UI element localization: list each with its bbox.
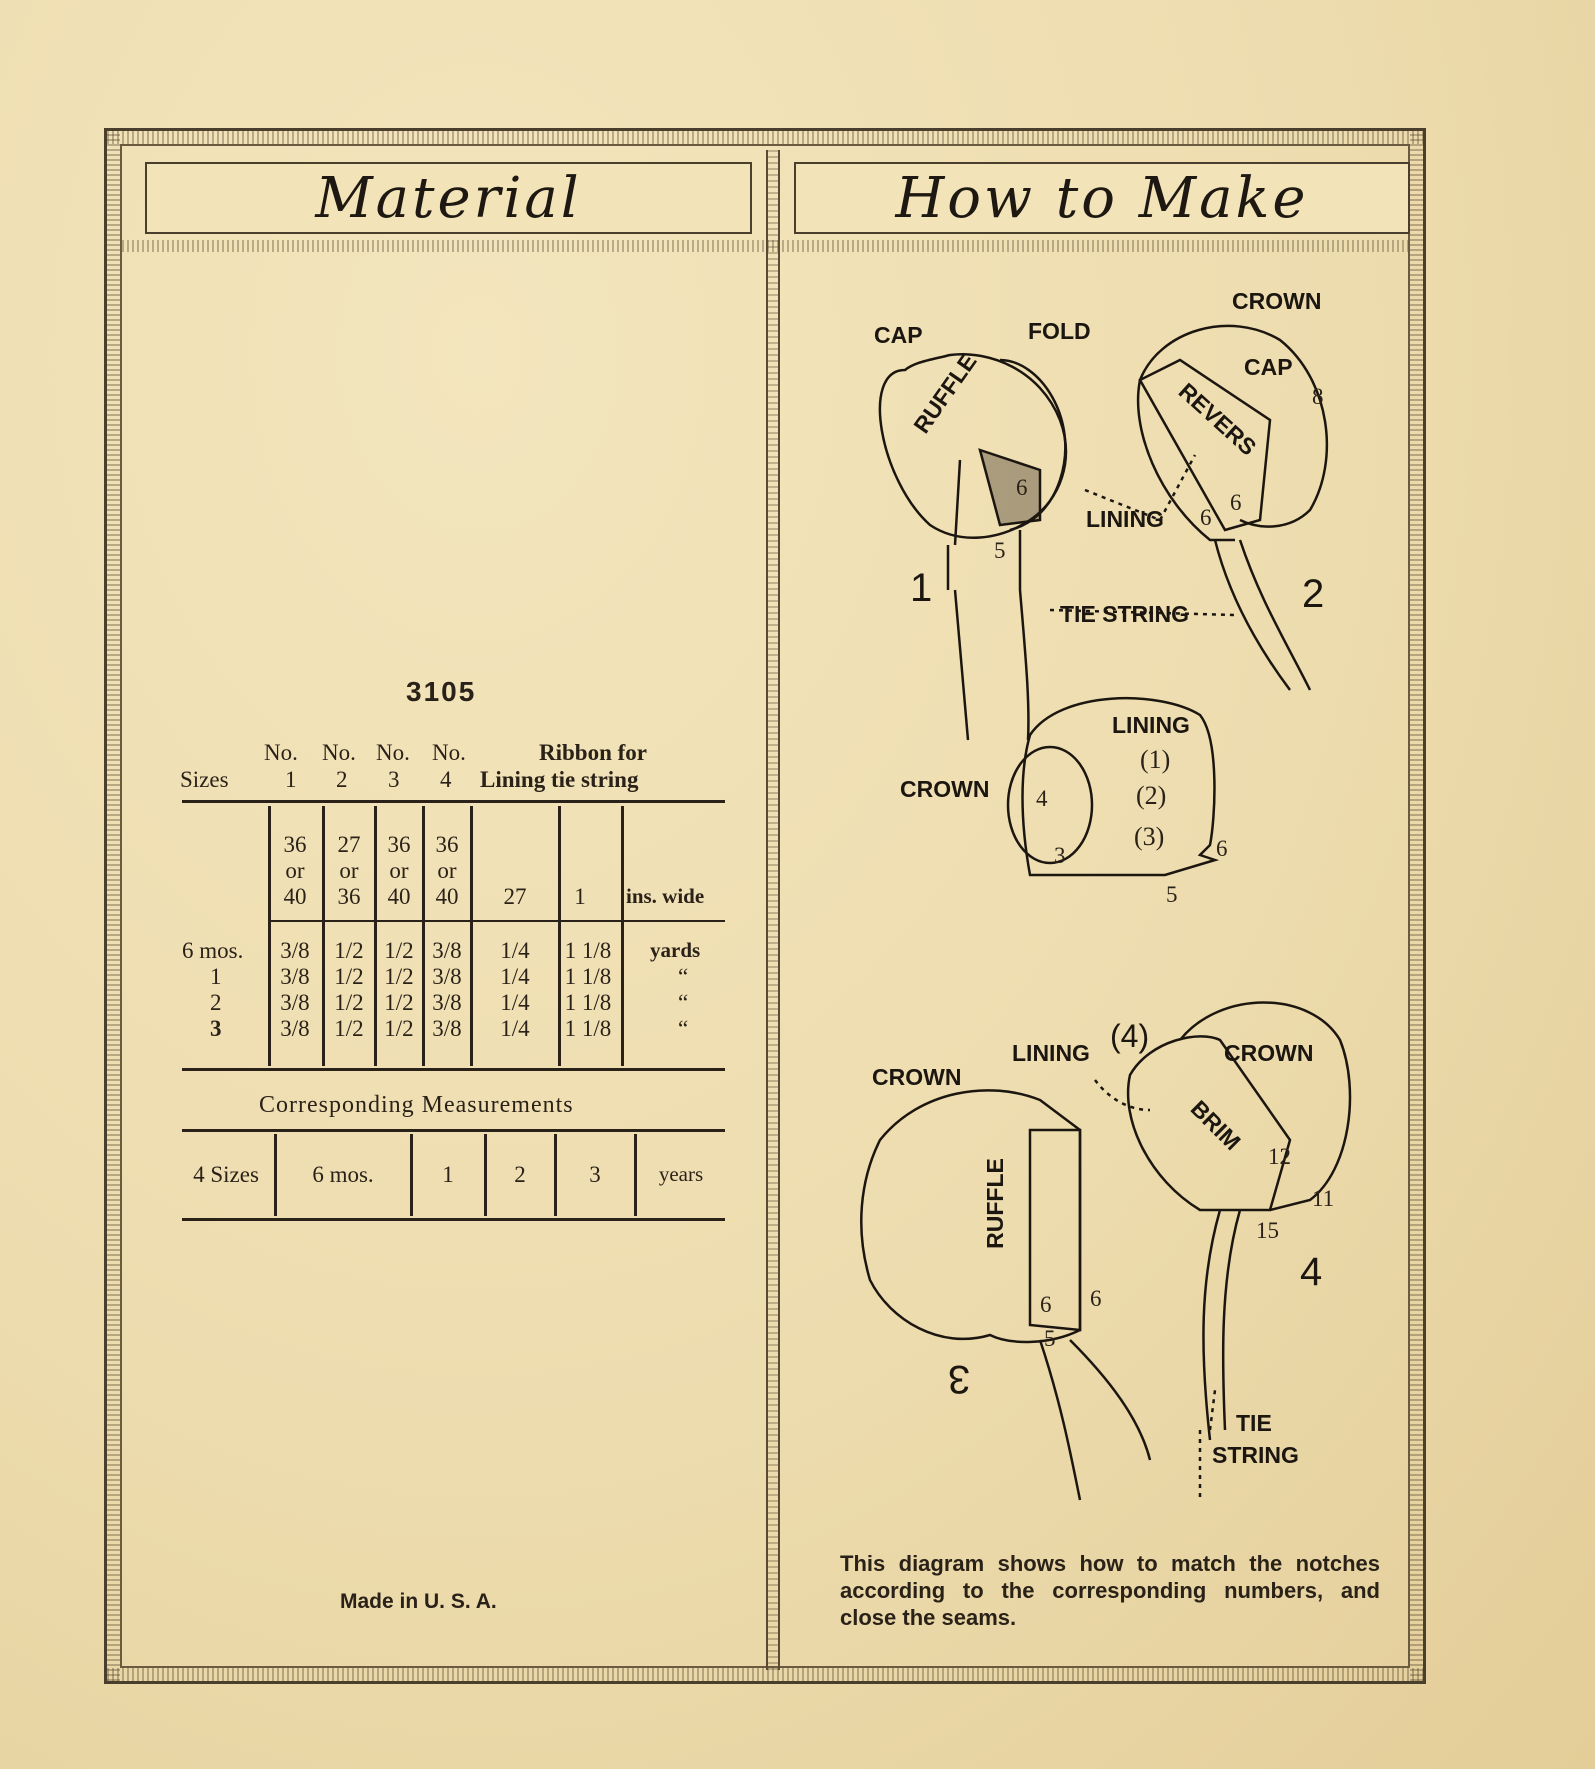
- label-cap: CAP: [1244, 354, 1293, 380]
- yardage-cell: 3/8: [280, 1016, 310, 1041]
- measure-cell: 4 Sizes: [193, 1162, 259, 1187]
- size-cell: 6 mos.: [182, 938, 244, 963]
- notch-number: 6: [1216, 836, 1228, 861]
- width-cell: 36: [283, 832, 307, 857]
- yardage-cell: 1/2: [334, 990, 364, 1015]
- notch-number: 5: [1166, 882, 1178, 907]
- yardage-cell: 3/8: [432, 990, 462, 1015]
- pattern-number: 3105: [406, 676, 477, 707]
- width-unit: ins. wide: [626, 884, 705, 908]
- label-crown: CROWN: [900, 776, 990, 802]
- notch-number: 6: [1230, 490, 1242, 515]
- label-lining-num: (3): [1134, 822, 1165, 851]
- yardage-cell: 1 1/8: [564, 990, 612, 1015]
- how-to-make-heading: How to Make: [895, 165, 1309, 231]
- notch-number: 6: [1200, 505, 1212, 530]
- notch-number: 12: [1268, 1144, 1291, 1169]
- width-cell: or: [389, 858, 409, 883]
- label-crown: CROWN: [872, 1064, 962, 1090]
- label-ruffle: RUFFLE: [908, 348, 982, 438]
- col-ribbon-for: Ribbon for: [539, 740, 647, 765]
- measurements-title: Corresponding Measurements: [259, 1092, 574, 1118]
- yardage-cell: 1/2: [334, 1016, 364, 1041]
- width-cell: 40: [387, 884, 411, 909]
- yardage-cell: 1/4: [500, 990, 530, 1015]
- notch-number: 6: [1016, 475, 1028, 500]
- yardage-cell: 1/2: [334, 938, 364, 963]
- bonnet-figure-3: [861, 1090, 1150, 1500]
- notch-number: 4: [1036, 786, 1048, 811]
- label-lining-num: (4): [1110, 1018, 1150, 1054]
- figure-number: 2: [1302, 572, 1325, 616]
- notch-number: 8: [1312, 384, 1324, 409]
- yardage-cell: 1 1/8: [564, 938, 612, 963]
- yardage-cell: 1/2: [334, 964, 364, 989]
- label-string: STRING: [1212, 1442, 1299, 1468]
- measure-cell: 2: [514, 1162, 526, 1187]
- figure-number: 3: [948, 1357, 971, 1401]
- size-cell: 1: [210, 964, 222, 989]
- notch-number: 6: [1090, 1286, 1102, 1311]
- col-sizes: Sizes: [180, 767, 229, 792]
- label-ruffle: RUFFLE: [981, 1158, 1008, 1249]
- label-fold: FOLD: [1028, 318, 1091, 344]
- col-no-1: No.: [264, 740, 298, 765]
- size-cell: 3: [210, 1016, 222, 1041]
- label-brim: BRIM: [1185, 1095, 1246, 1156]
- figure-number: 4: [1300, 1250, 1323, 1294]
- notch-number: 6: [1040, 1292, 1052, 1317]
- label-lining: LINING: [1086, 506, 1164, 532]
- label-tie-string: TIE STRING: [1060, 601, 1190, 627]
- notch-number: 5: [994, 538, 1006, 563]
- label-revers: REVERS: [1173, 377, 1262, 461]
- notch-number: 5: [1044, 1326, 1056, 1351]
- col-1: 1: [285, 767, 297, 792]
- width-cell: 1: [574, 884, 586, 909]
- width-cell: or: [285, 858, 305, 883]
- yardage-cell: 3/8: [432, 1016, 462, 1041]
- yardage-cell: 3/8: [432, 938, 462, 963]
- unit-cell: yards: [650, 938, 701, 962]
- yardage-cell: 1/4: [500, 964, 530, 989]
- width-cell: 27: [503, 884, 527, 909]
- width-cell: 27: [337, 832, 361, 857]
- label-crown: CROWN: [1224, 1040, 1314, 1066]
- label-lining-num: (1): [1140, 745, 1171, 774]
- label-lining: LINING: [1112, 712, 1190, 738]
- width-cell: or: [437, 858, 457, 883]
- bonnet-figure-1: [880, 354, 1066, 740]
- unit-cell: “: [678, 990, 689, 1015]
- label-lining: LINING: [1012, 1040, 1090, 1066]
- label-cap: CAP: [874, 322, 923, 348]
- col-4: 4: [440, 767, 452, 792]
- yardage-cell: 3/8: [280, 990, 310, 1015]
- measure-cell: years: [658, 1162, 704, 1186]
- col-no-2: No.: [322, 740, 356, 765]
- col-lining-tie-string: Lining tie string: [480, 767, 639, 792]
- unit-cell: “: [678, 1016, 689, 1041]
- col-3: 3: [388, 767, 400, 792]
- width-cell: 40: [435, 884, 459, 909]
- measure-cell: 6 mos.: [312, 1162, 374, 1187]
- width-cell: 36: [435, 832, 459, 857]
- unit-cell: “: [678, 964, 689, 989]
- measure-cell: 3: [589, 1162, 601, 1187]
- width-cell: or: [339, 858, 359, 883]
- lining-4-leader: [1095, 1080, 1150, 1110]
- yardage-cell: 1 1/8: [564, 1016, 612, 1041]
- yardage-cell: 1/4: [500, 938, 530, 963]
- measure-cell: 1: [442, 1162, 454, 1187]
- width-cell: 36: [337, 884, 361, 909]
- yardage-cell: 1/2: [384, 1016, 414, 1041]
- yardage-cell: 1/4: [500, 1016, 530, 1041]
- instruction-note: This diagram shows how to match the notches according to the corresponding numbers, and close the seams.: [840, 1551, 1380, 1630]
- material-heading: Material: [315, 165, 582, 231]
- label-crown: CROWN: [1232, 288, 1322, 314]
- bonnet-figure-4: [1128, 1003, 1350, 1441]
- width-cell: 40: [283, 884, 307, 909]
- notch-number: 15: [1256, 1218, 1279, 1243]
- size-cell: 2: [210, 990, 222, 1015]
- width-cell: 36: [387, 832, 411, 857]
- col-no-3: No.: [376, 740, 410, 765]
- label-tie: TIE: [1236, 1410, 1272, 1436]
- yardage-cell: 3/8: [280, 938, 310, 963]
- label-lining-num: (2): [1136, 781, 1167, 810]
- made-in-usa: Made in U. S. A.: [340, 1590, 497, 1613]
- col-no-4: No.: [432, 740, 466, 765]
- yardage-cell: 1/2: [384, 990, 414, 1015]
- yardage-cell: 1 1/8: [564, 964, 612, 989]
- col-2: 2: [336, 767, 348, 792]
- yardage-cell: 1/2: [384, 964, 414, 989]
- yardage-cell: 3/8: [280, 964, 310, 989]
- yardage-cell: 3/8: [432, 964, 462, 989]
- notch-number: 3: [1054, 843, 1066, 868]
- notch-number: 11: [1312, 1186, 1335, 1211]
- yardage-cell: 1/2: [384, 938, 414, 963]
- figure-number: 1: [910, 566, 933, 610]
